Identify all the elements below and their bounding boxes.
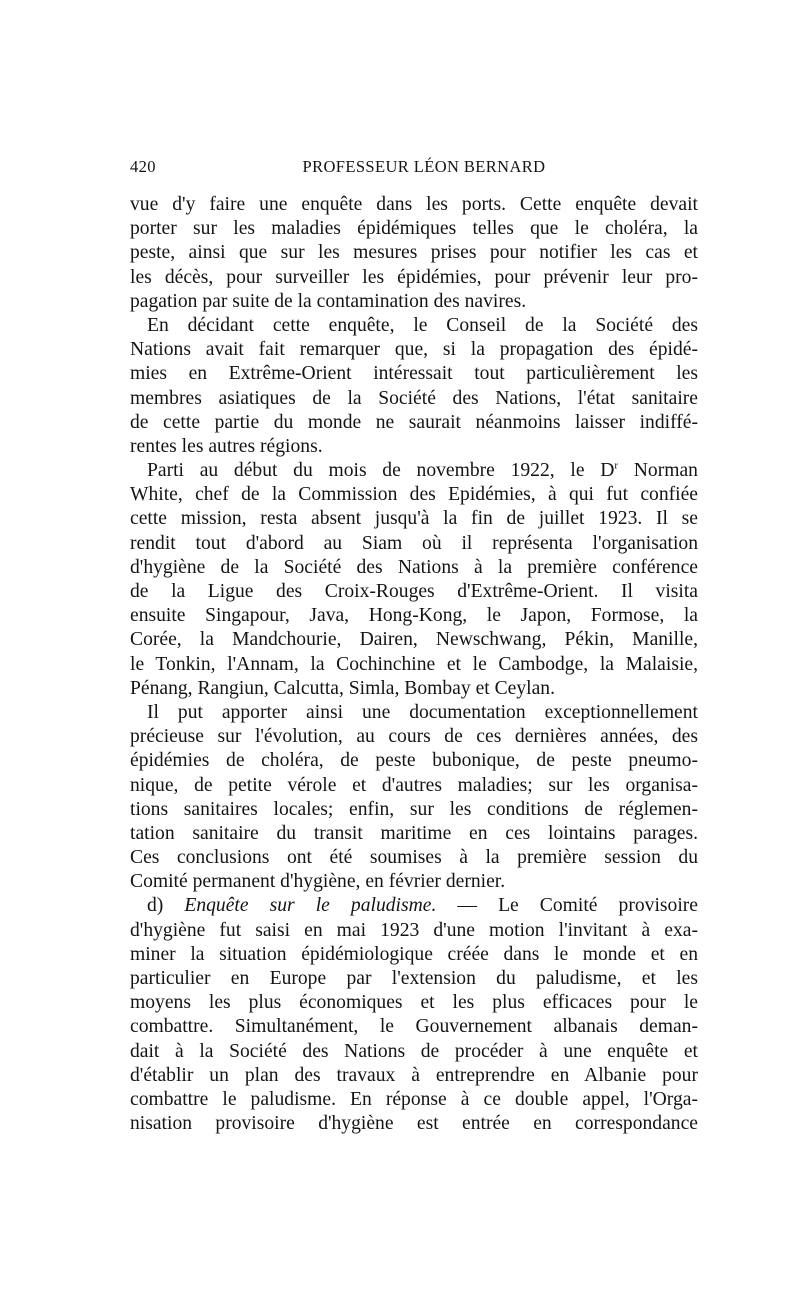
superscript: r xyxy=(614,459,619,472)
text-line: d'établir un plan des travaux à entreprendre en Albanie pour xyxy=(130,1064,698,1086)
paragraph xyxy=(130,314,698,459)
text-line: de la Ligue des Croix-Rouges d'Extrême-Orient. Il visita xyxy=(130,581,698,602)
text-line: rendit tout d'abord au Siam où il représenta l'organisation xyxy=(130,532,698,554)
text-run: Parti au début du mois de novembre 1922, le D xyxy=(147,460,615,482)
text-line: mies en Extrême-Orient intéressait tout particulièrement les xyxy=(130,363,698,385)
text-run: Norman xyxy=(618,460,698,482)
text-line: épidémies de choléra, de peste bubonique, de peste pneumo- xyxy=(130,750,698,772)
text-run: d) xyxy=(147,895,185,917)
section-heading: Enquête sur le paludisme. xyxy=(184,895,437,917)
text-line: nique, de petite vérole et d'autres maladies; sur les organisa- xyxy=(130,774,698,796)
text-line: porter sur les maladies épidémiques telles que le choléra, la xyxy=(130,218,698,240)
text-line: particulier en Europe par l'extension du paludisme, et les xyxy=(130,968,698,989)
text-line: précieuse sur l'évolution, au cours de ces dernières années, des xyxy=(130,726,698,748)
text-line: Corée, la Mandchourie, Dairen, Newschwang, Pékin, Manille, xyxy=(130,629,698,651)
text-line: tation sanitaire du transit maritime en ces lointains parages. xyxy=(130,822,698,844)
text-line: de cette partie du monde ne saurait néanmoins laisser indiffé- xyxy=(130,411,698,433)
text-line: Ces conclusions ont été soumises à la première session du xyxy=(130,847,698,869)
text-line: tions sanitaires locales; enfin, sur les conditions de réglemen- xyxy=(130,798,698,820)
text-line: moyens les plus économiques et les plus efficaces pour le xyxy=(130,992,698,1014)
page-number: 420 xyxy=(130,157,156,176)
text-line: membres asiatiques de la Société des Nations, l'état sanitaire xyxy=(130,387,698,409)
paragraph xyxy=(130,894,698,1136)
text-run: — Le Comité provisoire xyxy=(436,895,698,917)
text-line: miner la situation épidémiologique créée dans le monde et en xyxy=(130,943,698,965)
text-line: combattre le paludisme. En réponse à ce double appel, l'Orga- xyxy=(130,1088,698,1110)
text-line: combattre. Simultanément, le Gouvernement albanais deman- xyxy=(130,1016,698,1038)
text-line: White, chef de la Commission des Epidémies, à qui fut confiée xyxy=(130,484,698,506)
text-line: vue d'y faire une enquête dans les ports. Cette enquête devait xyxy=(130,194,698,215)
text-line xyxy=(130,894,698,918)
text-line: cette mission, resta absent jusqu'à la fin de juillet 1923. Il se xyxy=(130,508,698,530)
text-line: Il put apporter ainsi une documentation exceptionnellement xyxy=(147,701,698,723)
page-header xyxy=(130,157,698,181)
running-title: PROFESSEUR LÉON BERNARD xyxy=(302,157,546,176)
paragraph xyxy=(130,459,698,701)
text-line: pagation par suite de la contamination des navires. xyxy=(130,290,527,312)
paragraph xyxy=(130,701,698,895)
text-line: Nations avait fait remarquer que, si la propagation des épidé- xyxy=(130,339,698,361)
text-line: En décidant cette enquête, le Conseil de la Société des xyxy=(147,314,698,336)
text-line: rentes les autres régions. xyxy=(130,435,323,457)
text-line: dait à la Société des Nations de procéder à une enquête et xyxy=(130,1040,698,1062)
text-line: Comité permanent d'hygiène, en février dernier. xyxy=(130,871,506,893)
text-line: peste, ainsi que sur les mesures prises pour notifier les cas et xyxy=(130,242,698,264)
text-line: nisation provisoire d'hygiène est entrée en correspondance xyxy=(130,1113,698,1135)
text-line: le Tonkin, l'Annam, la Cochinchine et le Cambodge, la Malaisie, xyxy=(130,653,698,675)
paragraph xyxy=(130,193,698,314)
text-line: ensuite Singapour, Java, Hong-Kong, le Japon, Formose, la xyxy=(130,605,698,627)
text-line: les décès, pour surveiller les épidémies, pour prévenir leur pro- xyxy=(130,266,698,288)
text-line: Pénang, Rangiun, Calcutta, Simla, Bombay et Ceylan. xyxy=(130,677,556,699)
body-text xyxy=(130,193,698,1136)
text-line: d'hygiène de la Société des Nations à la première conférence xyxy=(130,556,698,578)
text-line xyxy=(130,459,698,483)
text-line: d'hygiène fut saisi en mai 1923 d'une motion l'invitant à exa- xyxy=(130,919,698,941)
